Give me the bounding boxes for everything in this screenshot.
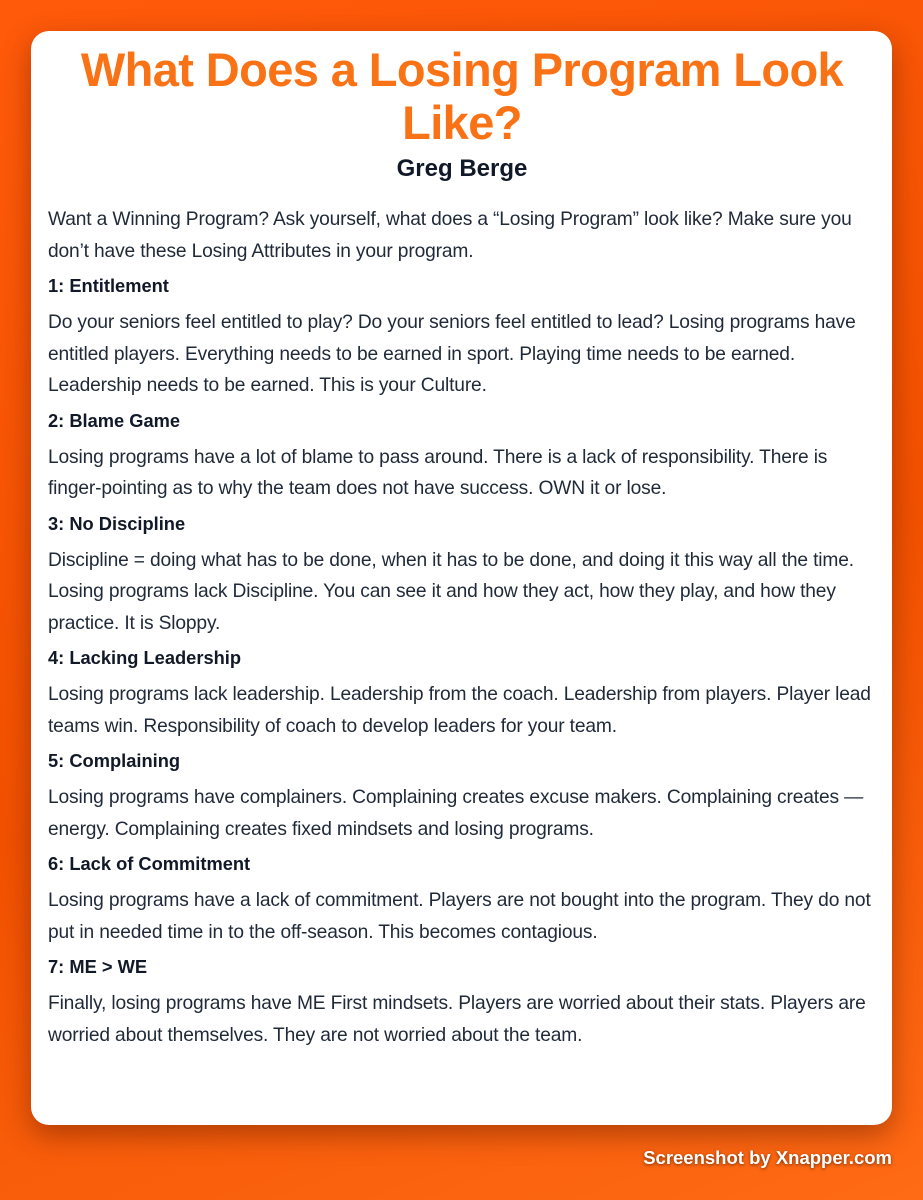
section-body: Losing programs lack leadership. Leadership from the coach. Leadership from players. Player lead teams win. Responsibility of coach to develop leaders for your team. bbox=[48, 684, 871, 737]
section-me-over-we bbox=[48, 955, 876, 1051]
section-lack-of-commitment bbox=[48, 852, 876, 948]
section-entitlement bbox=[48, 274, 876, 402]
article-card bbox=[31, 31, 892, 1125]
author-name: Greg Berge bbox=[396, 155, 528, 182]
article-title: What Does a Losing Program Look Like? bbox=[80, 43, 844, 149]
intro-paragraph: Want a Winning Program? Ask yourself, what does a “Losing Program” look like? Make sure you don’t have these Losing Attributes in your program. bbox=[48, 209, 852, 262]
section-body: Losing programs have a lack of commitment. Players are not bought into the program. They do not put in needed time in to the off-season. This becomes contagious. bbox=[48, 890, 871, 943]
section-body: Losing programs have complainers. Complaining creates excuse makers. Complaining creates — energy. Complaining creates fixed mindsets and losing programs. bbox=[48, 787, 864, 840]
section-heading: 5: Complaining bbox=[48, 750, 181, 771]
section-complaining bbox=[48, 749, 876, 845]
section-blame-game bbox=[48, 409, 876, 505]
section-heading: 1: Entitlement bbox=[48, 275, 169, 296]
section-body: Discipline = doing what has to be done, when it has to be done, and doing it this way all the time. Losing programs lack Discipline. You can see it and how they act, how they play, and how they practice. It is Sloppy. bbox=[48, 549, 854, 634]
section-heading: 3: No Discipline bbox=[48, 512, 186, 534]
section-heading: 2: Blame Game bbox=[48, 409, 181, 431]
section-body: Do your seniors feel entitled to play? Do your seniors feel entitled to lead? Losing programs have entitled players. Everything needs to be earned in sport. Playing time needs to be earned. Leadership needs to be earned. This is your Culture. bbox=[48, 312, 856, 396]
section-body: Finally, losing programs have ME First mindsets. Players are worried about their stats. Players are worried about themselves. They are not worried about the team. bbox=[48, 993, 866, 1046]
section-lacking-leadership bbox=[48, 646, 876, 742]
section-heading: 7: ME > WE bbox=[48, 956, 148, 977]
section-no-discipline bbox=[48, 512, 876, 640]
section-heading: 4: Lacking Leadership bbox=[48, 647, 242, 668]
section-body: Losing programs have a lot of blame to pass around. There is a lack of responsibility. There is finger-pointing as to why the team does not have success. OWN it or lose. bbox=[48, 446, 828, 499]
section-heading: 6: Lack of Commitment bbox=[48, 853, 251, 874]
watermark-text: Screenshot by Xnapper.com bbox=[643, 1147, 892, 1168]
